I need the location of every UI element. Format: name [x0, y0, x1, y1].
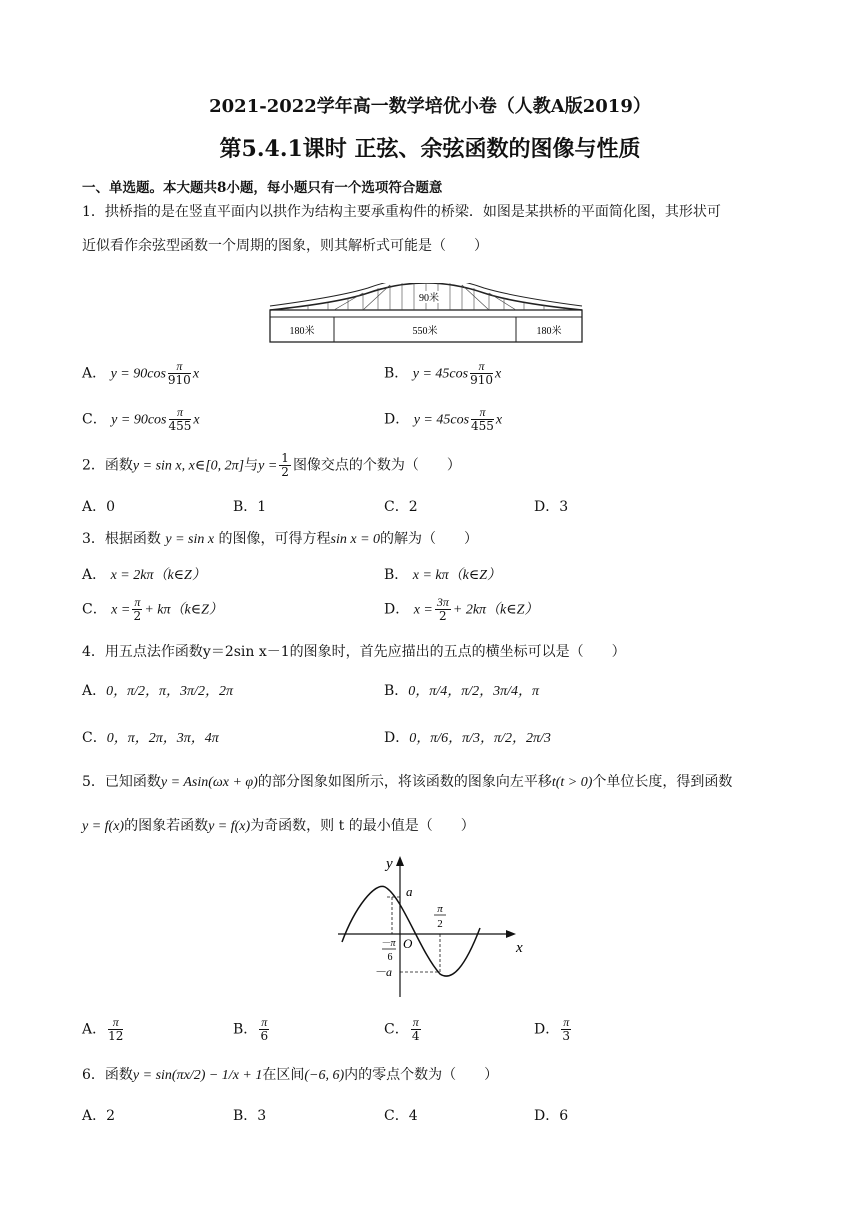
- pi-half-numerator: π: [437, 903, 443, 915]
- question-6-stem: 6．函数y = sin(πx/2) − 1/x + 1在区间(−6, 6)内的零点个数为（ ）: [82, 1067, 499, 1083]
- bridge-left-span-label: 180米: [289, 326, 315, 337]
- q2-option-a[interactable]: A．0: [82, 499, 116, 515]
- q4-option-a[interactable]: A．0，π/2，π，3π/2，2π: [82, 683, 233, 699]
- q1-option-a[interactable]: A． y = 90cos $\frac{\pi}{910}$ x: [82, 359, 200, 387]
- bridge-height-label: 90米: [419, 293, 439, 304]
- paper-title: 2021-2022学年高一数学培优小卷（人教A版2019）: [209, 96, 651, 117]
- q1-option-c[interactable]: C． y = 90cos $\frac{\pi}{455}$ x: [82, 405, 200, 433]
- question-2-stem: 2．函数y = sin x, x∈[0, 2π]与y = $\frac{1}{2}$ 图像交点的个数为（ ）: [82, 451, 461, 479]
- question-1-line-1: 1．拱桥指的是在竖直平面内以拱作为结构主要承重构件的桥梁．如图是某拱桥的平面简化图，其形状可: [82, 204, 721, 220]
- question-4-stem: 4．用五点法作函数y＝2sin x－1的图象时，首先应描出的五点的横坐标可以是（ ）: [82, 644, 626, 660]
- neg-a-label: －a: [374, 965, 393, 979]
- q5-option-c[interactable]: C． $\frac{\pi}{4}$: [384, 1015, 420, 1043]
- y-axis-label: y: [386, 856, 393, 872]
- question-1-line-2: 近似看作余弦型函数一个周期的图象，则其解析式可能是（ ）: [82, 238, 488, 254]
- q4-option-c[interactable]: C．0，π，2π，3π，4π: [82, 730, 219, 746]
- neg-pi-sixth-denominator: 6: [387, 952, 393, 963]
- q1-option-d[interactable]: D． y = 45cos $\frac{\pi}{455}$ x: [384, 405, 503, 433]
- question-3-stem: 3．根据函数 y = sin x 的图像，可得方程sin x = 0的解为（ ）: [82, 531, 479, 547]
- q6-option-c[interactable]: C．4: [384, 1108, 418, 1124]
- q4-option-b[interactable]: B．0，π/4，π/2，3π/4，π: [384, 683, 540, 699]
- pi-half-denominator: 2: [437, 918, 443, 930]
- q6-option-b[interactable]: B．3: [233, 1108, 267, 1124]
- q3-option-d[interactable]: D． x = $\frac{3\pi}{2}$ + 2kπ（k∈Z）: [384, 595, 539, 623]
- neg-pi-sixth-numerator: －π: [380, 938, 396, 949]
- x-axis-label: x: [516, 940, 523, 956]
- q1-option-b[interactable]: B． y = 45cos $\frac{\pi}{910}$ x: [384, 359, 502, 387]
- section-heading: 一、单选题。本大题共8小题，每小题只有一个选项符合题意: [82, 180, 443, 196]
- bridge-right-span-label: 180米: [536, 326, 562, 337]
- q5-option-d[interactable]: D． $\frac{\pi}{3}$: [534, 1015, 571, 1043]
- q5-option-b[interactable]: B． $\frac{\pi}{6}$: [233, 1015, 269, 1043]
- question-5-line-2: y = f(x)的图象若函数y = f(x)为奇函数，则 t 的最小值是（ ）: [82, 818, 475, 834]
- q2-option-d[interactable]: D．3: [534, 499, 569, 515]
- q3-option-c[interactable]: C． x = $\frac{\pi}{2}$ + kπ（k∈Z）: [82, 595, 223, 623]
- question-5-line-1: 5．已知函数y = Asin(ωx + φ)的部分图象如图所示，将该函数的图象向左平移t(t > 0)个单位长度，得到函数: [82, 774, 733, 790]
- bridge-middle-span-label: 550米: [412, 326, 438, 337]
- q2-option-b[interactable]: B．1: [233, 499, 267, 515]
- bridge-figure: [268, 283, 584, 345]
- a-label: a: [406, 884, 413, 899]
- lesson-title: 第5.4.1课时 正弦、余弦函数的图像与性质: [219, 136, 641, 162]
- q3-option-b[interactable]: B． x = kπ（k∈Z）: [384, 567, 502, 583]
- q5-option-a[interactable]: A． $\frac{\pi}{12}$: [82, 1015, 124, 1043]
- q6-option-d[interactable]: D．6: [534, 1108, 569, 1124]
- q2-option-c[interactable]: C．2: [384, 499, 418, 515]
- q3-option-a[interactable]: A． x = 2kπ（k∈Z）: [82, 567, 206, 583]
- q6-option-a[interactable]: A．2: [82, 1108, 116, 1124]
- origin-label: O: [403, 936, 413, 951]
- sine-graph-figure: [330, 852, 530, 1002]
- q4-option-d[interactable]: D．0，π/6，π/3，π/2，2π/3: [384, 730, 551, 746]
